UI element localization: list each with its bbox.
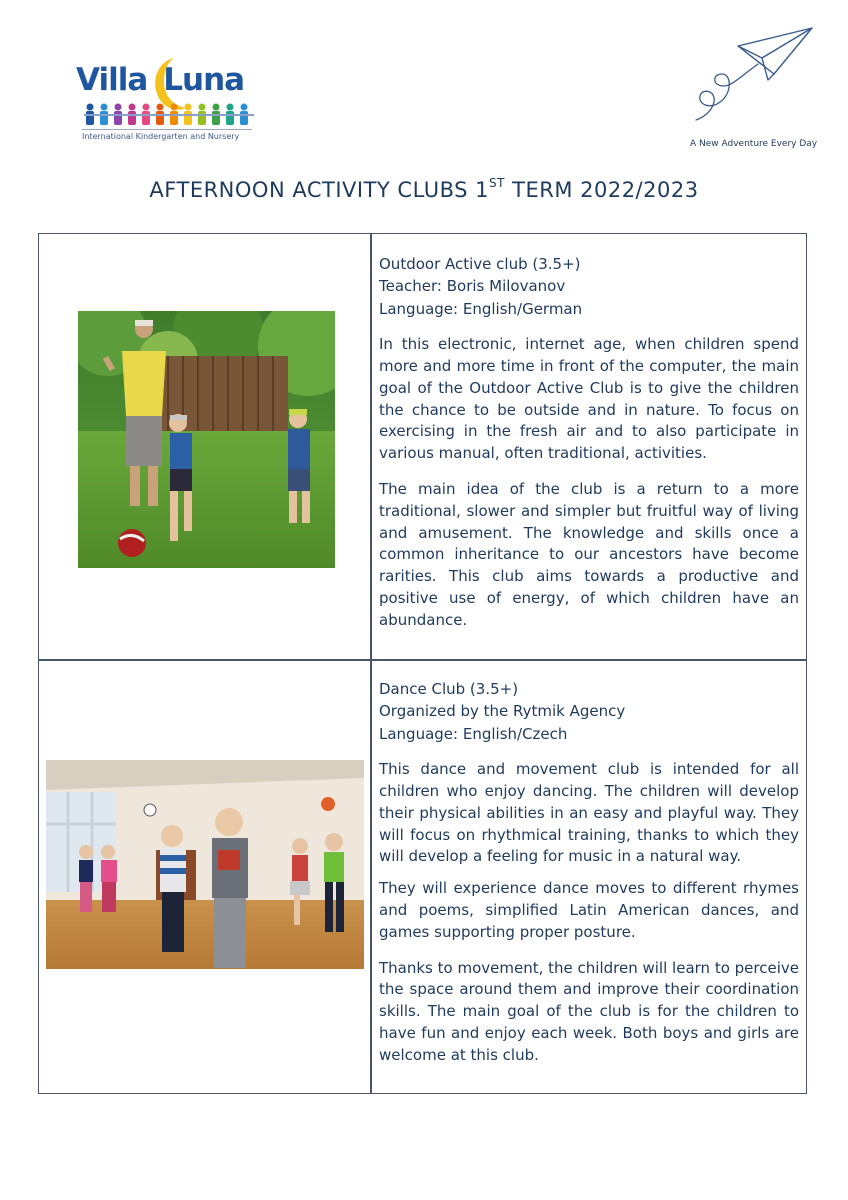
club-teacher: Teacher: Boris Milovanov [379,277,566,296]
paper-plane-icon [692,24,816,134]
outdoor-club-description [379,253,799,632]
club-paragraph: Thanks to movement, the children will learn to perceive the space around them and improve their coordination skills. The main goal of the club is for the children to have fun and enjoy each week. Both boys and girls are welcome at this club. [379,958,799,1064]
children-chain-icon [82,102,258,126]
club-language: Language: English/Czech [379,724,568,743]
dance-club-photo [46,760,364,969]
dance-club-description [379,678,799,1067]
table-row-divider [39,659,806,661]
page-title [0,178,848,202]
villa-luna-logo [76,52,256,148]
club-paragraph: They will experience dance moves to different rhymes and poems, simplified Latin American dances, and games supporting proper posture. [379,879,799,941]
logo-subtitle: International Kindergarten and Nursery [82,132,240,141]
club-paragraph: The main idea of the club is a return to a more traditional, slower and simpler but fruitful way of living and amusement. The knowledge and skills once a common inheritance to our ancestors have become rarities. This club aims towards a productive and positive use of energy, of which children have an abundance. [379,480,799,629]
title-main: AFTERNOON ACTIVITY CLUBS 1 [149,178,489,202]
club-paragraph: This dance and movement club is intended for all children who enjoy dancing. The children will develop their physical abilities in an easy and playful way. They will focus on rhythmical training, thanks to which they will develop a feeling for music in a natural way. [379,760,799,866]
club-organizer: Organized by the Rytmik Agency [379,702,626,721]
logo-word-luna: Luna [163,62,245,98]
title-superscript: ST [489,176,505,190]
outdoor-club-photo [78,311,335,568]
logo-word-villa: Villa [76,62,148,98]
club-paragraph: In this electronic, internet age, when children spend more and more time in front of the computer, the main goal of the Outdoor Active Club is to give the children the chance to be outside and in nature. To focus on exercising in the fresh air and to also participate in various manual, often traditional, activities. [379,335,799,463]
title-rest: TERM 2022/2023 [504,178,699,202]
clubs-table [38,233,807,1094]
tagline: A New Adventure Every Day [690,139,818,149]
club-language: Language: English/German [379,299,583,318]
logo-divider [82,129,252,130]
club-name: Outdoor Active club (3.5+) [379,255,581,273]
club-name: Dance Club (3.5+) [379,680,519,698]
table-column-divider [370,234,372,1093]
